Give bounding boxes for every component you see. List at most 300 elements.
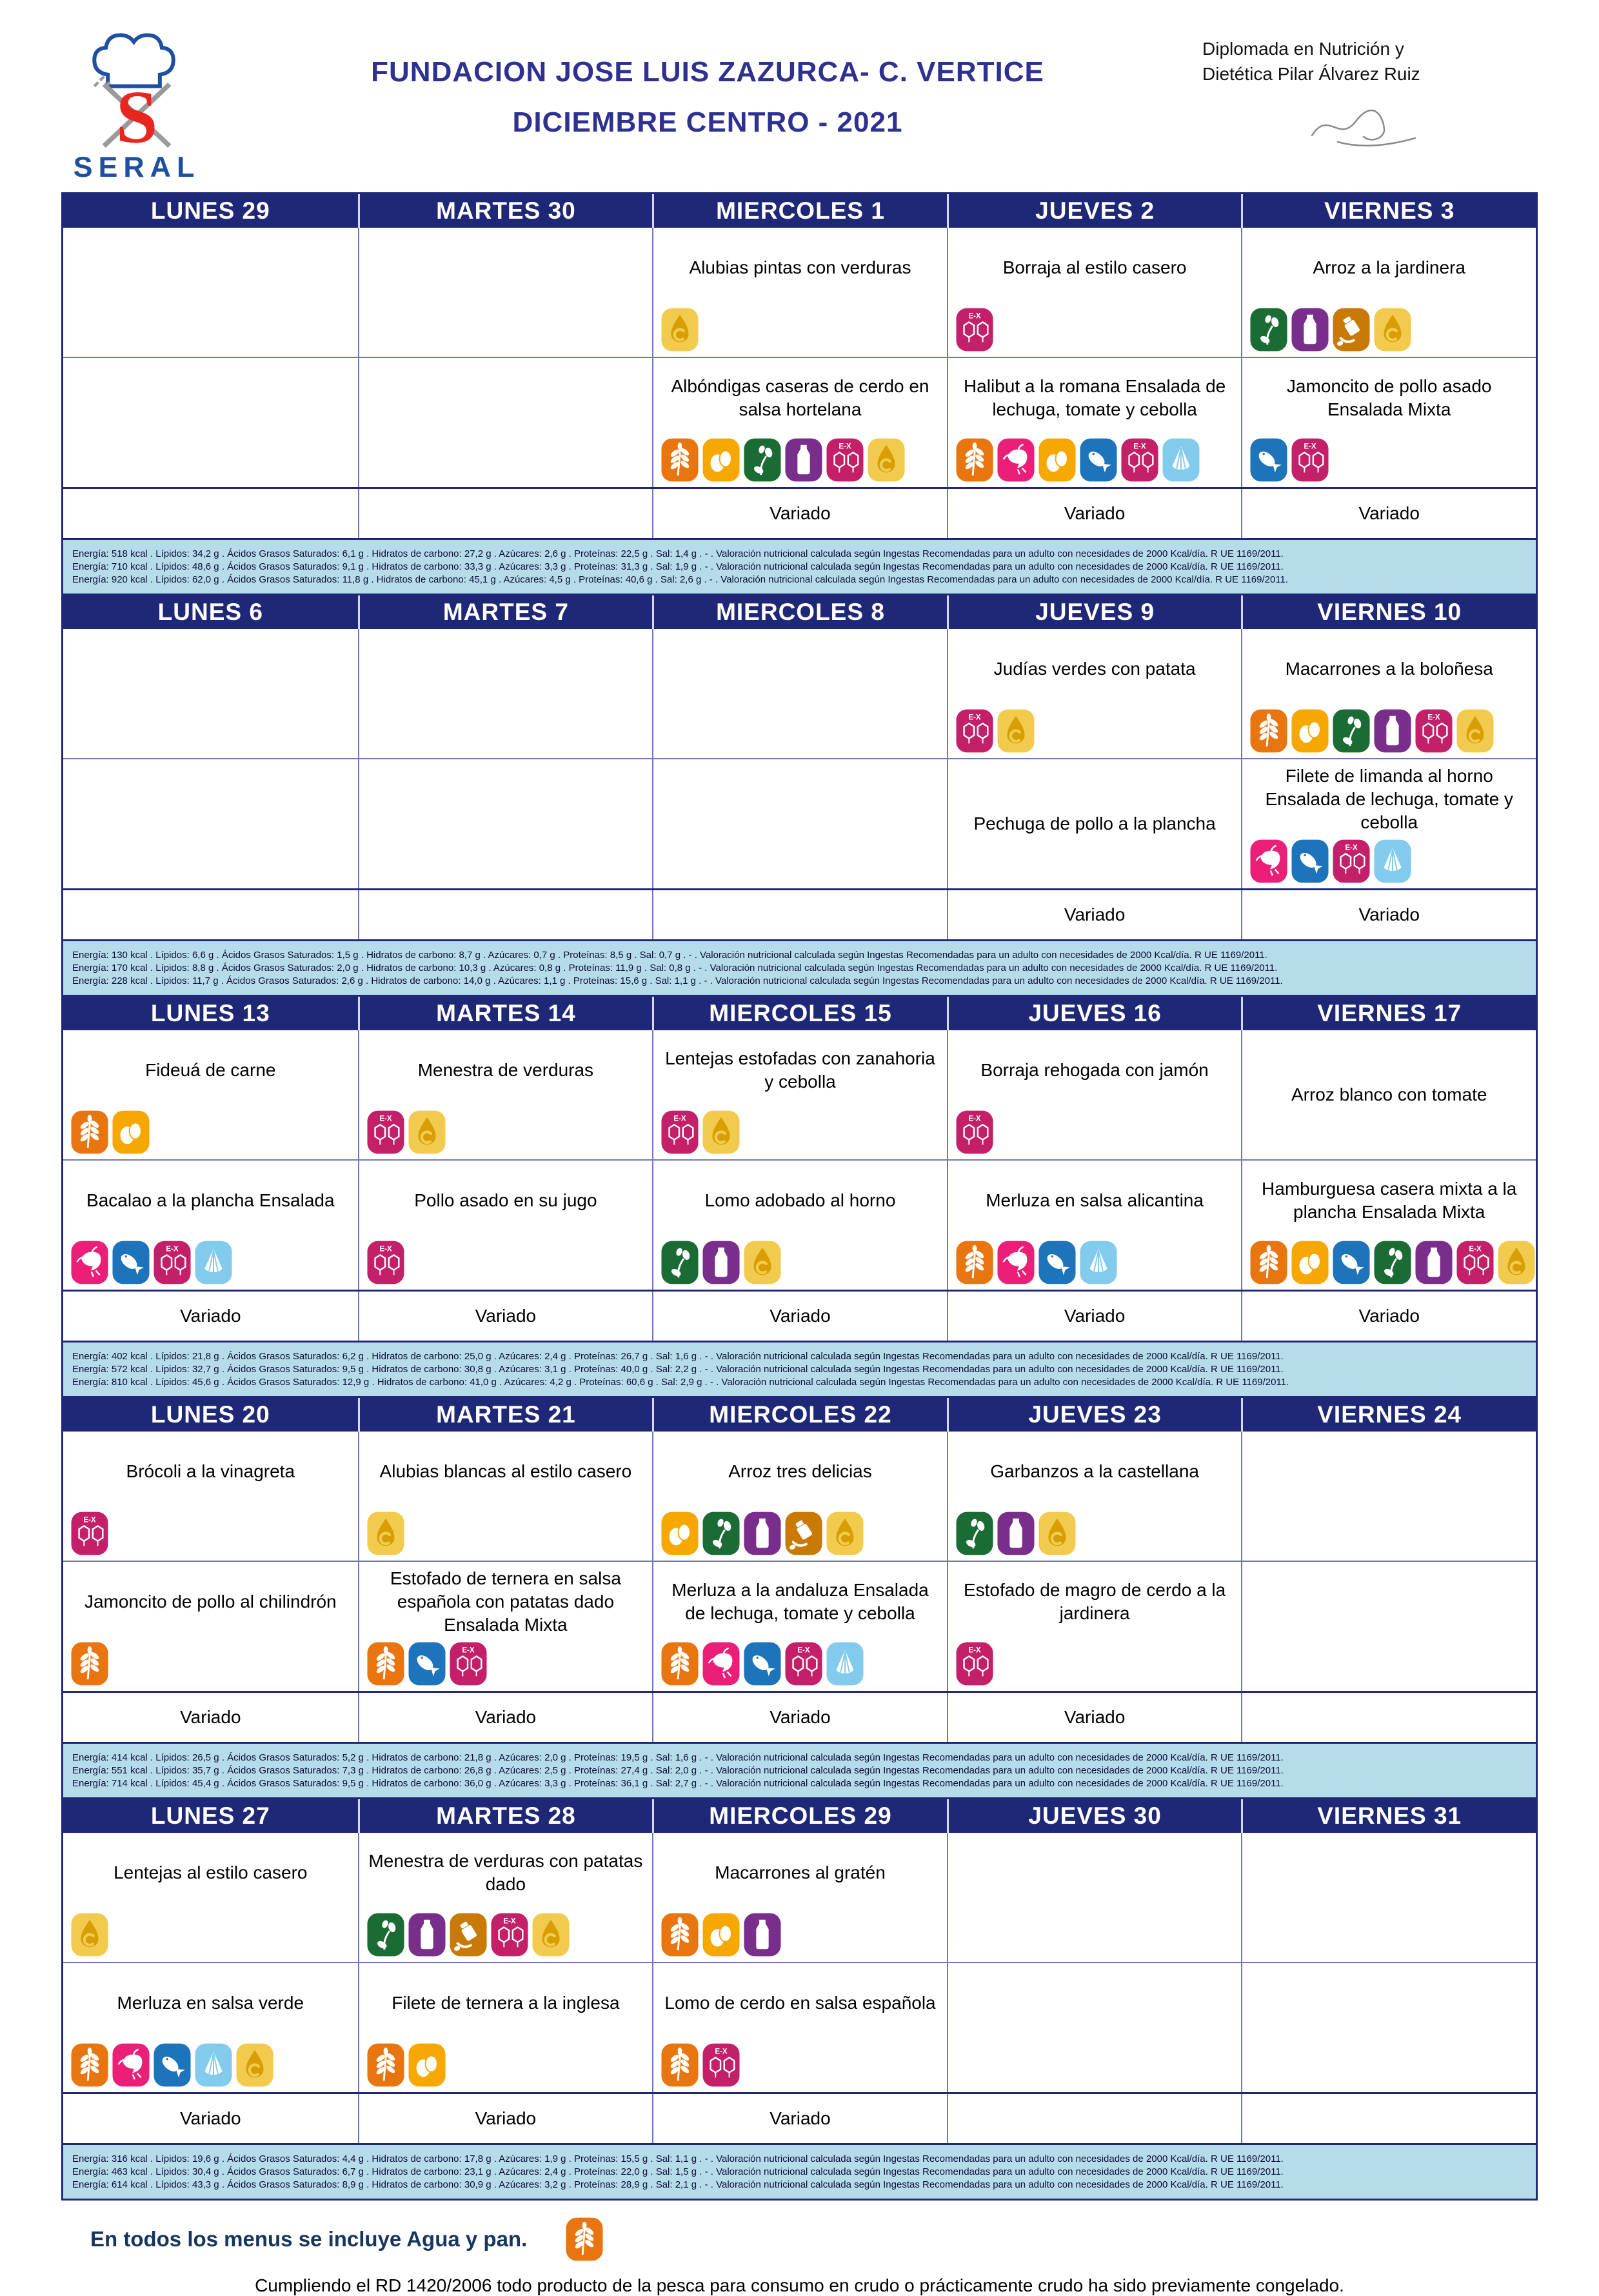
signature [1299,105,1435,156]
dish-name: Arroz blanco con tomate [1291,1084,1487,1105]
dessert-row [63,1693,1536,1742]
allergen-icons [63,1512,358,1561]
allergen-aditivos-icon [661,1110,699,1154]
day-header: MIERCOLES 15 [652,997,947,1030]
allergen-gluten-icon [367,1642,404,1686]
dessert-cell [63,890,358,939]
day-header: MARTES 21 [358,1398,653,1432]
menu-cell [63,1030,358,1159]
dessert-cell [1241,1292,1536,1341]
svg-text:E-X: E-X [83,1515,96,1524]
allergen-huevo-icon [1291,1241,1329,1284]
day-header: JUEVES 2 [947,194,1242,228]
allergen-sulfitos-icon [661,308,699,352]
allergen-sulfitos-icon [1038,1512,1076,1555]
allergen-aditivos-icon [826,438,864,482]
day-header: LUNES 6 [157,599,263,625]
menu-cell [358,1833,653,1962]
dessert-label: Variado [770,2108,831,2128]
allergen-huevo-icon [1291,709,1329,753]
allergen-huevo-icon [408,2043,446,2087]
menu-cell [63,1432,358,1561]
dish-name-wrap [653,1030,947,1110]
nutrition-line: Energía: 316 kcal . Lípidos: 19,6 g . Ácidos Grasos Saturados: 4,4 g . Hidratos de carbono: 17,8 g . Azúcares: 1,9 g . Proteínas: 15,5 g . Sal: 1,1 g . - . Valoración nutricional calculada según Ingestas Recomendadas para un adulto con necesidades de 2000 Kcal/día. R UE 1169/2011. [72,2153,1284,2164]
menu-cell [652,1833,947,1962]
first-course-row [63,1432,1536,1562]
dessert-label: Variado [1358,1306,1420,1326]
allergen-sulfitos-icon [367,1512,404,1555]
credentials-line-2: Dietética Pilar Álvarez Ruiz [1202,64,1420,85]
allergen-lacteos-icon [1374,709,1411,753]
allergen-moluscos-icon [1162,438,1200,482]
nutrition-line: Energía: 402 kcal . Lípidos: 21,8 g . Ácidos Grasos Saturados: 6,2 g . Hidratos de carbono: 25,0 g . Azúcares: 2,4 g . Proteínas: 26,7 g . Sal: 1,6 g . - . Valoración nutricional calculada según Ingestas Recomendadas para un adulto con necesidades de 2000 Kcal/día. R UE 1169/2011. [72,1351,1284,1362]
svg-text:E-X: E-X [461,1646,475,1655]
allergen-icons [653,1512,947,1561]
water-bread-note: En todos los menus se incluye Agua y pan. [90,2227,528,2251]
allergen-moluscos-icon [195,1241,232,1284]
menu-cell [1241,1432,1536,1561]
menu-cell [63,1562,358,1691]
allergen-lacteos-icon [785,438,822,482]
svg-text:E-X: E-X [673,1114,686,1123]
menu-cell [358,1963,653,2092]
nutrition-band [63,538,1536,594]
dish-name: Lomo adobado al horno [704,1190,896,1211]
day-header: JUEVES 16 [947,997,1242,1030]
dessert-label: Variado [1064,904,1126,924]
dessert-label: Variado [475,1306,537,1326]
nutrition-line: Energía: 170 kcal . Lípidos: 8,8 g . Ácidos Grasos Saturados: 2,0 g . Hidratos de carbono: 10,3 g . Azúcares: 0,8 g . Proteínas: 11,9 g . Sal: 0,8 g . - . Valoración nutricional calculada según Ingestas Recomendadas para un adulto con necesidades de 2000 Kcal/día. R UE 1169/2011. [72,963,1278,973]
dessert-cell [1241,2094,1536,2143]
menu-cell [947,228,1242,357]
dessert-cell [63,1693,358,1742]
menu-cell [358,1030,653,1159]
allergen-mostaza-icon [450,1913,487,1957]
week-header-row [63,997,1536,1030]
dessert-cell [358,2094,653,2143]
menu-cell [1241,228,1536,357]
allergen-icons [63,1913,358,1962]
allergen-pescado-icon [1291,839,1329,883]
menu-calendar [61,192,1538,2201]
dish-name: Merluza a la andaluza Ensalada de lechuga, tomate y cebolla [671,1580,929,1623]
nutrition-band [63,1341,1536,1396]
allergen-gluten-icon [1250,709,1287,753]
svg-text:E-X: E-X [797,1646,810,1655]
allergen-gluten-icon [367,2043,404,2087]
svg-text:S: S [115,75,158,159]
allergen-sulfitos-icon [532,1913,570,1957]
dish-name-wrap [63,1432,358,1512]
dessert-cell [947,489,1242,538]
allergen-soja-icon [367,1913,404,1957]
first-course-row [63,228,1536,358]
allergen-sulfitos-icon [868,438,905,482]
allergen-aditivos-icon [1333,839,1370,883]
nutrition-band [63,939,1536,995]
allergen-huevo-icon [702,1913,740,1957]
day-header: MIERCOLES 22 [652,1398,947,1432]
allergen-gluten-icon [71,2043,108,2087]
week-header-row [63,595,1536,629]
week-block-5 [61,1799,1538,2201]
menu-cell [358,1432,653,1561]
dish-name-wrap [1242,358,1536,438]
svg-text:E-X: E-X [839,442,851,451]
allergen-icons [63,1241,358,1290]
allergen-sulfitos-icon [826,1512,864,1555]
allergen-moluscos-icon [1080,1241,1117,1284]
allergen-pescado-icon [154,2043,191,2087]
first-course-row [63,629,1536,759]
dessert-cell [652,1693,947,1742]
dessert-cell [358,1693,653,1742]
dish-name: Filete de limanda al horno Ensalada de lechuga, tomate y cebolla [1265,766,1513,832]
nutrition-line: Energía: 130 kcal . Lípidos: 6,6 g . Ácidos Grasos Saturados: 1,5 g . Hidratos de carbono: 8,7 g . Azúcares: 0,7 g . Proteínas: 8,5 g . Sal: 0,7 g . - . Valoración nutricional calculada según Ingestas Recomendadas para un adulto con necesidades de 2000 Kcal/día. R UE 1169/2011. [72,950,1267,961]
second-course-row [63,1963,1536,2094]
svg-text:E-X: E-X [968,713,981,722]
nutrition-line: Energía: 920 kcal . Lípidos: 62,0 g . Ácidos Grasos Saturados: 11,8 g . Hidratos de carbono: 45,1 g . Azúcares: 4,5 g . Proteínas: 40,6 g . Sal: 2,6 g . - . Valoración nutricional calculada según Ingestas Recomendadas para un adulto con necesidades de 2000 Kcal/día. R UE 1169/2011. [72,574,1289,585]
allergen-aditivos-icon [956,1642,993,1686]
dish-name-wrap [653,1432,947,1512]
dish-name: Garbanzos a la castellana [990,1461,1199,1482]
masthead [61,25,1538,186]
brand-name: SERAL [73,151,201,183]
dish-name-wrap [1242,228,1536,308]
svg-text:E-X: E-X [1304,442,1317,451]
allergen-icons [653,308,947,357]
allergen-huevo-icon [702,438,740,482]
allergen-aditivos-icon [785,1642,822,1686]
allergen-aditivos-icon [1415,709,1453,753]
menu-cell [358,358,653,487]
day-header: MIERCOLES 1 [652,194,947,228]
allergen-soja-icon [1374,1241,1411,1284]
allergen-aditivos-icon [154,1241,191,1284]
menu-cell [1241,358,1536,487]
svg-text:E-X: E-X [1469,1244,1482,1253]
allergen-aditivos-icon [367,1241,404,1284]
allergen-soja-icon [1333,709,1370,753]
nutrition-line: Energía: 614 kcal . Lípidos: 43,3 g . Ácidos Grasos Saturados: 8,9 g . Hidratos de carbono: 30,9 g . Azúcares: 3,2 g . Proteínas: 28,9 g . Sal: 2,1 g . - . Valoración nutricional calculada según Ingestas Recomendadas para un adulto con necesidades de 2000 Kcal/día. R UE 1169/2011. [72,2179,1284,2190]
menu-cell [652,1030,947,1159]
allergen-icons [1242,709,1536,758]
dessert-cell [652,890,947,939]
dish-name-wrap [1242,1161,1536,1241]
week-block-1 [61,192,1538,595]
svg-text:E-X: E-X [968,1646,981,1655]
dish-name: Albóndigas caseras de cerdo en salsa hortelana [671,376,929,419]
nutrition-line: Energía: 810 kcal . Lípidos: 45,6 g . Ácidos Grasos Saturados: 12,9 g . Hidratos de carbono: 41,0 g . Azúcares: 4,2 g . Proteínas: 60,6 g . Sal: 2,9 g . - . Valoración nutricional calculada según Ingestas Recomendadas para un adulto con necesidades de 2000 Kcal/día. R UE 1169/2011. [72,1377,1289,1388]
allergen-crustaceos-icon [997,1241,1035,1284]
allergen-icons [653,1913,947,1962]
allergen-gluten-icon [661,2043,699,2087]
menu-cell [947,759,1242,888]
page-title [213,25,1202,137]
dish-name: Lentejas estofadas con zanahoria y cebolla [665,1048,935,1092]
dessert-cell [1241,1693,1536,1742]
svg-text:E-X: E-X [1345,843,1358,852]
dessert-label: Variado [180,1707,241,1727]
allergen-icons [653,438,947,487]
allergen-crustaceos-icon [702,1642,740,1686]
svg-text:E-X: E-X [166,1244,179,1253]
dish-name: Halibut a la romana Ensalada de lechuga, tomate y cebolla [963,376,1226,419]
menu-cell [63,759,358,888]
day-header: LUNES 29 [150,197,270,224]
dessert-cell [1241,890,1536,939]
dish-name: Lentejas al estilo casero [114,1862,308,1883]
allergen-icons [1242,438,1536,487]
allergen-lacteos-icon [408,1913,446,1957]
svg-text:E-X: E-X [379,1244,392,1253]
allergen-pescado-icon [1038,1241,1076,1284]
dish-name-wrap [63,1030,358,1110]
day-header: JUEVES 30 [947,1799,1242,1833]
nutritionist-credentials [1202,25,1538,159]
dessert-row [63,2094,1536,2143]
dish-name: Borraja rehogada con jamón [980,1060,1209,1081]
legal-note: Cumpliendo el RD 1420/2006 todo producto de la pesca para consumo en crudo o prácticamente crudo ha sido previamente congelado. [255,2275,1344,2295]
allergen-gluten-icon [1250,1241,1287,1284]
allergen-aditivos-icon [450,1642,487,1686]
allergen-soja-icon [744,438,781,482]
dish-name: Estofado de ternera en salsa española con patatas dado Ensalada Mixta [390,1568,621,1635]
allergen-aditivos-icon [491,1913,528,1957]
allergen-lacteos-icon [1291,308,1329,352]
dish-name: Arroz a la jardinera [1313,257,1465,278]
dish-name: Merluza en salsa alicantina [986,1190,1204,1211]
dish-name: Bacalao a la plancha Ensalada [86,1190,335,1211]
allergen-icons [1242,308,1536,357]
svg-text:E-X: E-X [968,312,981,321]
allergen-icons [1242,1241,1536,1290]
dessert-label: Variado [475,1707,537,1727]
dish-name: Pollo asado en su jugo [414,1190,597,1211]
dish-name: Menestra de verduras [417,1060,594,1081]
dish-name-wrap [948,1432,1242,1512]
svg-text:E-X: E-X [715,2047,728,2056]
allergen-gluten-icon [661,1913,699,1957]
menu-cell [1241,759,1536,888]
allergen-sulfitos-icon [1374,308,1411,352]
allergen-pescado-icon [1333,1241,1370,1284]
dessert-cell [947,2094,1242,2143]
dessert-label: Variado [770,1707,831,1727]
dessert-row [63,489,1536,538]
allergen-aditivos-icon [956,1110,993,1154]
dish-name: Menestra de verduras con patatas dado [368,1851,643,1894]
day-header: LUNES 13 [150,1000,270,1026]
allergen-lacteos-icon [744,1512,781,1555]
dish-name-wrap [948,1030,1242,1110]
allergen-icons [359,1110,653,1159]
allergen-sulfitos-icon [71,1913,108,1957]
day-header: LUNES 20 [150,1401,270,1428]
allergen-icons [948,1512,1242,1561]
week-block-3 [61,997,1538,1398]
nutrition-band [63,1742,1536,1797]
allergen-gluten-icon [71,1110,108,1154]
dessert-cell [358,489,653,538]
allergen-icons [359,1642,653,1691]
allergen-soja-icon [702,1512,740,1555]
dessert-cell [358,1292,653,1341]
dessert-cell [652,1292,947,1341]
day-header: LUNES 27 [150,1802,270,1829]
allergen-aditivos-icon [1291,438,1329,482]
allergen-huevo-icon [112,1110,150,1154]
menu-cell [652,228,947,357]
dish-name: Macarrones al gratén [715,1862,886,1883]
allergen-crustaceos-icon [71,1241,108,1284]
dish-name-wrap [359,1833,653,1913]
allergen-icons [653,1110,947,1159]
allergen-sulfitos-icon [1498,1241,1535,1284]
menu-cell [652,1963,947,2092]
allergen-icons [948,1642,1242,1691]
menu-cell [358,759,653,888]
dessert-cell [63,2094,358,2143]
dish-name-wrap [1242,629,1536,709]
credentials-line-1: Diplomada en Nutrición y [1202,39,1404,59]
dish-name-wrap [948,759,1242,888]
dish-name: Fideuá de carne [145,1060,276,1081]
day-header: MARTES 30 [358,194,653,228]
dish-name: Jamoncito de pollo asado Ensalada Mixta [1286,376,1492,419]
allergen-icons [948,1110,1242,1159]
day-header: MIERCOLES 8 [652,595,947,629]
allergen-pescado-icon [1080,438,1117,482]
allergen-icons [948,709,1242,758]
menu-cell [358,1161,653,1290]
nutrition-line: Energía: 518 kcal . Lípidos: 34,2 g . Ácidos Grasos Saturados: 6,1 g . Hidratos de carbono: 27,2 g . Azúcares: 2,6 g . Proteínas: 22,5 g . Sal: 1,4 g . - . Valoración nutricional calculada según Ingestas Recomendadas para un adulto con necesidades de 2000 Kcal/día. R UE 1169/2011. [72,548,1284,559]
allergen-aditivos-icon [1456,1241,1494,1284]
allergen-icons [948,438,1242,487]
allergen-gluten-icon [661,1642,699,1686]
week-block-2 [61,595,1538,997]
menu-cell [1241,1161,1536,1290]
menu-cell [63,1833,358,1962]
svg-text:E-X: E-X [1427,713,1441,722]
allergen-lacteos-icon [1415,1241,1453,1284]
menu-cell [652,1161,947,1290]
day-header: MIERCOLES 29 [652,1799,947,1833]
dessert-cell [947,890,1242,939]
allergen-gluten-icon [956,1241,993,1284]
water-bread-row [61,2201,1538,2269]
svg-text:E-X: E-X [968,1114,981,1123]
allergen-icons [653,2043,947,2092]
allergen-aditivos-icon [1121,438,1158,482]
allergen-moluscos-icon [1374,839,1411,883]
dish-name-wrap [948,1562,1242,1642]
dish-name-wrap [653,228,947,308]
dish-name-wrap [1242,1030,1536,1159]
nutrition-line: Energía: 228 kcal . Lípidos: 11,7 g . Ácidos Grasos Saturados: 2,6 g . Hidratos de carbono: 14,0 g . Azúcares: 1,1 g . Proteínas: 15,6 g . Sal: 1,1 g . - . Valoración nutricional calculada según Ingestas Recomendadas para un adulto con necesidades de 2000 Kcal/día. R UE 1169/2011. [72,975,1283,986]
allergen-aditivos-icon [702,2043,740,2087]
dessert-label: Variado [180,2108,241,2128]
dish-name-wrap [359,1030,653,1110]
menu-cell [947,358,1242,487]
dish-name-wrap [948,358,1242,438]
menu-cell [947,1562,1242,1691]
dish-name-wrap [1242,759,1536,839]
nutrition-line: Energía: 414 kcal . Lípidos: 26,5 g . Ácidos Grasos Saturados: 5,2 g . Hidratos de carbono: 21,8 g . Azúcares: 2,0 g . Proteínas: 19,5 g . Sal: 1,6 g . - . Valoración nutricional calculada según Ingestas Recomendadas para un adulto con necesidades de 2000 Kcal/día. R UE 1169/2011. [72,1752,1284,1763]
menu-cell [358,228,653,357]
dish-name-wrap [63,1833,358,1913]
allergen-sulfitos-icon [1456,709,1494,753]
menu-cell [1241,1833,1536,1962]
dessert-label: Variado [1064,1707,1126,1727]
allergen-icons [948,308,1242,357]
allergen-soja-icon [661,1241,699,1284]
allergen-icons [653,1642,947,1691]
day-header: VIERNES 24 [1241,1398,1536,1432]
dessert-cell [358,890,653,939]
dessert-row [63,890,1536,939]
allergen-gluten-icon [956,438,993,482]
allergen-icons [653,1241,947,1290]
allergen-pescado-icon [1250,438,1287,482]
dish-name-wrap [653,1833,947,1913]
dessert-label: Variado [475,2108,537,2128]
dessert-cell [1241,489,1536,538]
allergen-gluten-icon [71,1642,108,1686]
svg-text:E-X: E-X [379,1114,392,1123]
dessert-label: Variado [770,503,831,523]
allergen-icons [359,1913,653,1962]
allergen-icons [948,1241,1242,1290]
dish-name: Merluza en salsa verde [117,1993,304,2013]
menu-cell [63,358,358,487]
dessert-label: Variado [1358,904,1420,924]
allergen-crustaceos-icon [1250,839,1287,883]
menu-cell [947,1030,1242,1159]
day-header: JUEVES 9 [947,595,1242,629]
menu-cell [1241,1030,1536,1159]
allergen-huevo-icon [661,1512,699,1555]
dish-name: Hamburguesa casera mixta a la plancha Ensalada Mixta [1262,1179,1517,1222]
dish-name: Jamoncito de pollo al chilindrón [84,1592,337,1612]
allergen-pescado-icon [408,1642,446,1686]
dish-name-wrap [359,1963,653,2043]
allergen-aditivos-icon [367,1110,404,1154]
dish-name-wrap [63,1963,358,2043]
dish-name: Judías verdes con patata [993,659,1196,679]
week-block-4 [61,1398,1538,1799]
second-course-row [63,1562,1536,1693]
title-line-2: DICIEMBRE CENTRO - 2021 [512,106,903,138]
allergen-icons [359,2043,653,2092]
allergen-lacteos-icon [702,1241,740,1284]
second-course-row [63,759,1536,890]
menu-cell [652,629,947,758]
dish-name-wrap [359,1562,653,1642]
allergen-gluten-icon [566,2217,603,2261]
dish-name-wrap [359,1161,653,1241]
first-course-row [63,1833,1536,1963]
day-header: VIERNES 31 [1241,1799,1536,1833]
dish-name: Estofado de magro de cerdo a la jardinera [963,1580,1226,1623]
dish-name: Pechuga de pollo a la plancha [973,814,1216,834]
dish-name: Brócoli a la vinagreta [126,1461,295,1482]
svg-text:E-X: E-X [502,1917,516,1926]
menu-cell [652,1432,947,1561]
dessert-label: Variado [180,1306,241,1326]
menu-cell [947,1833,1242,1962]
allergen-pescado-icon [744,1642,781,1686]
